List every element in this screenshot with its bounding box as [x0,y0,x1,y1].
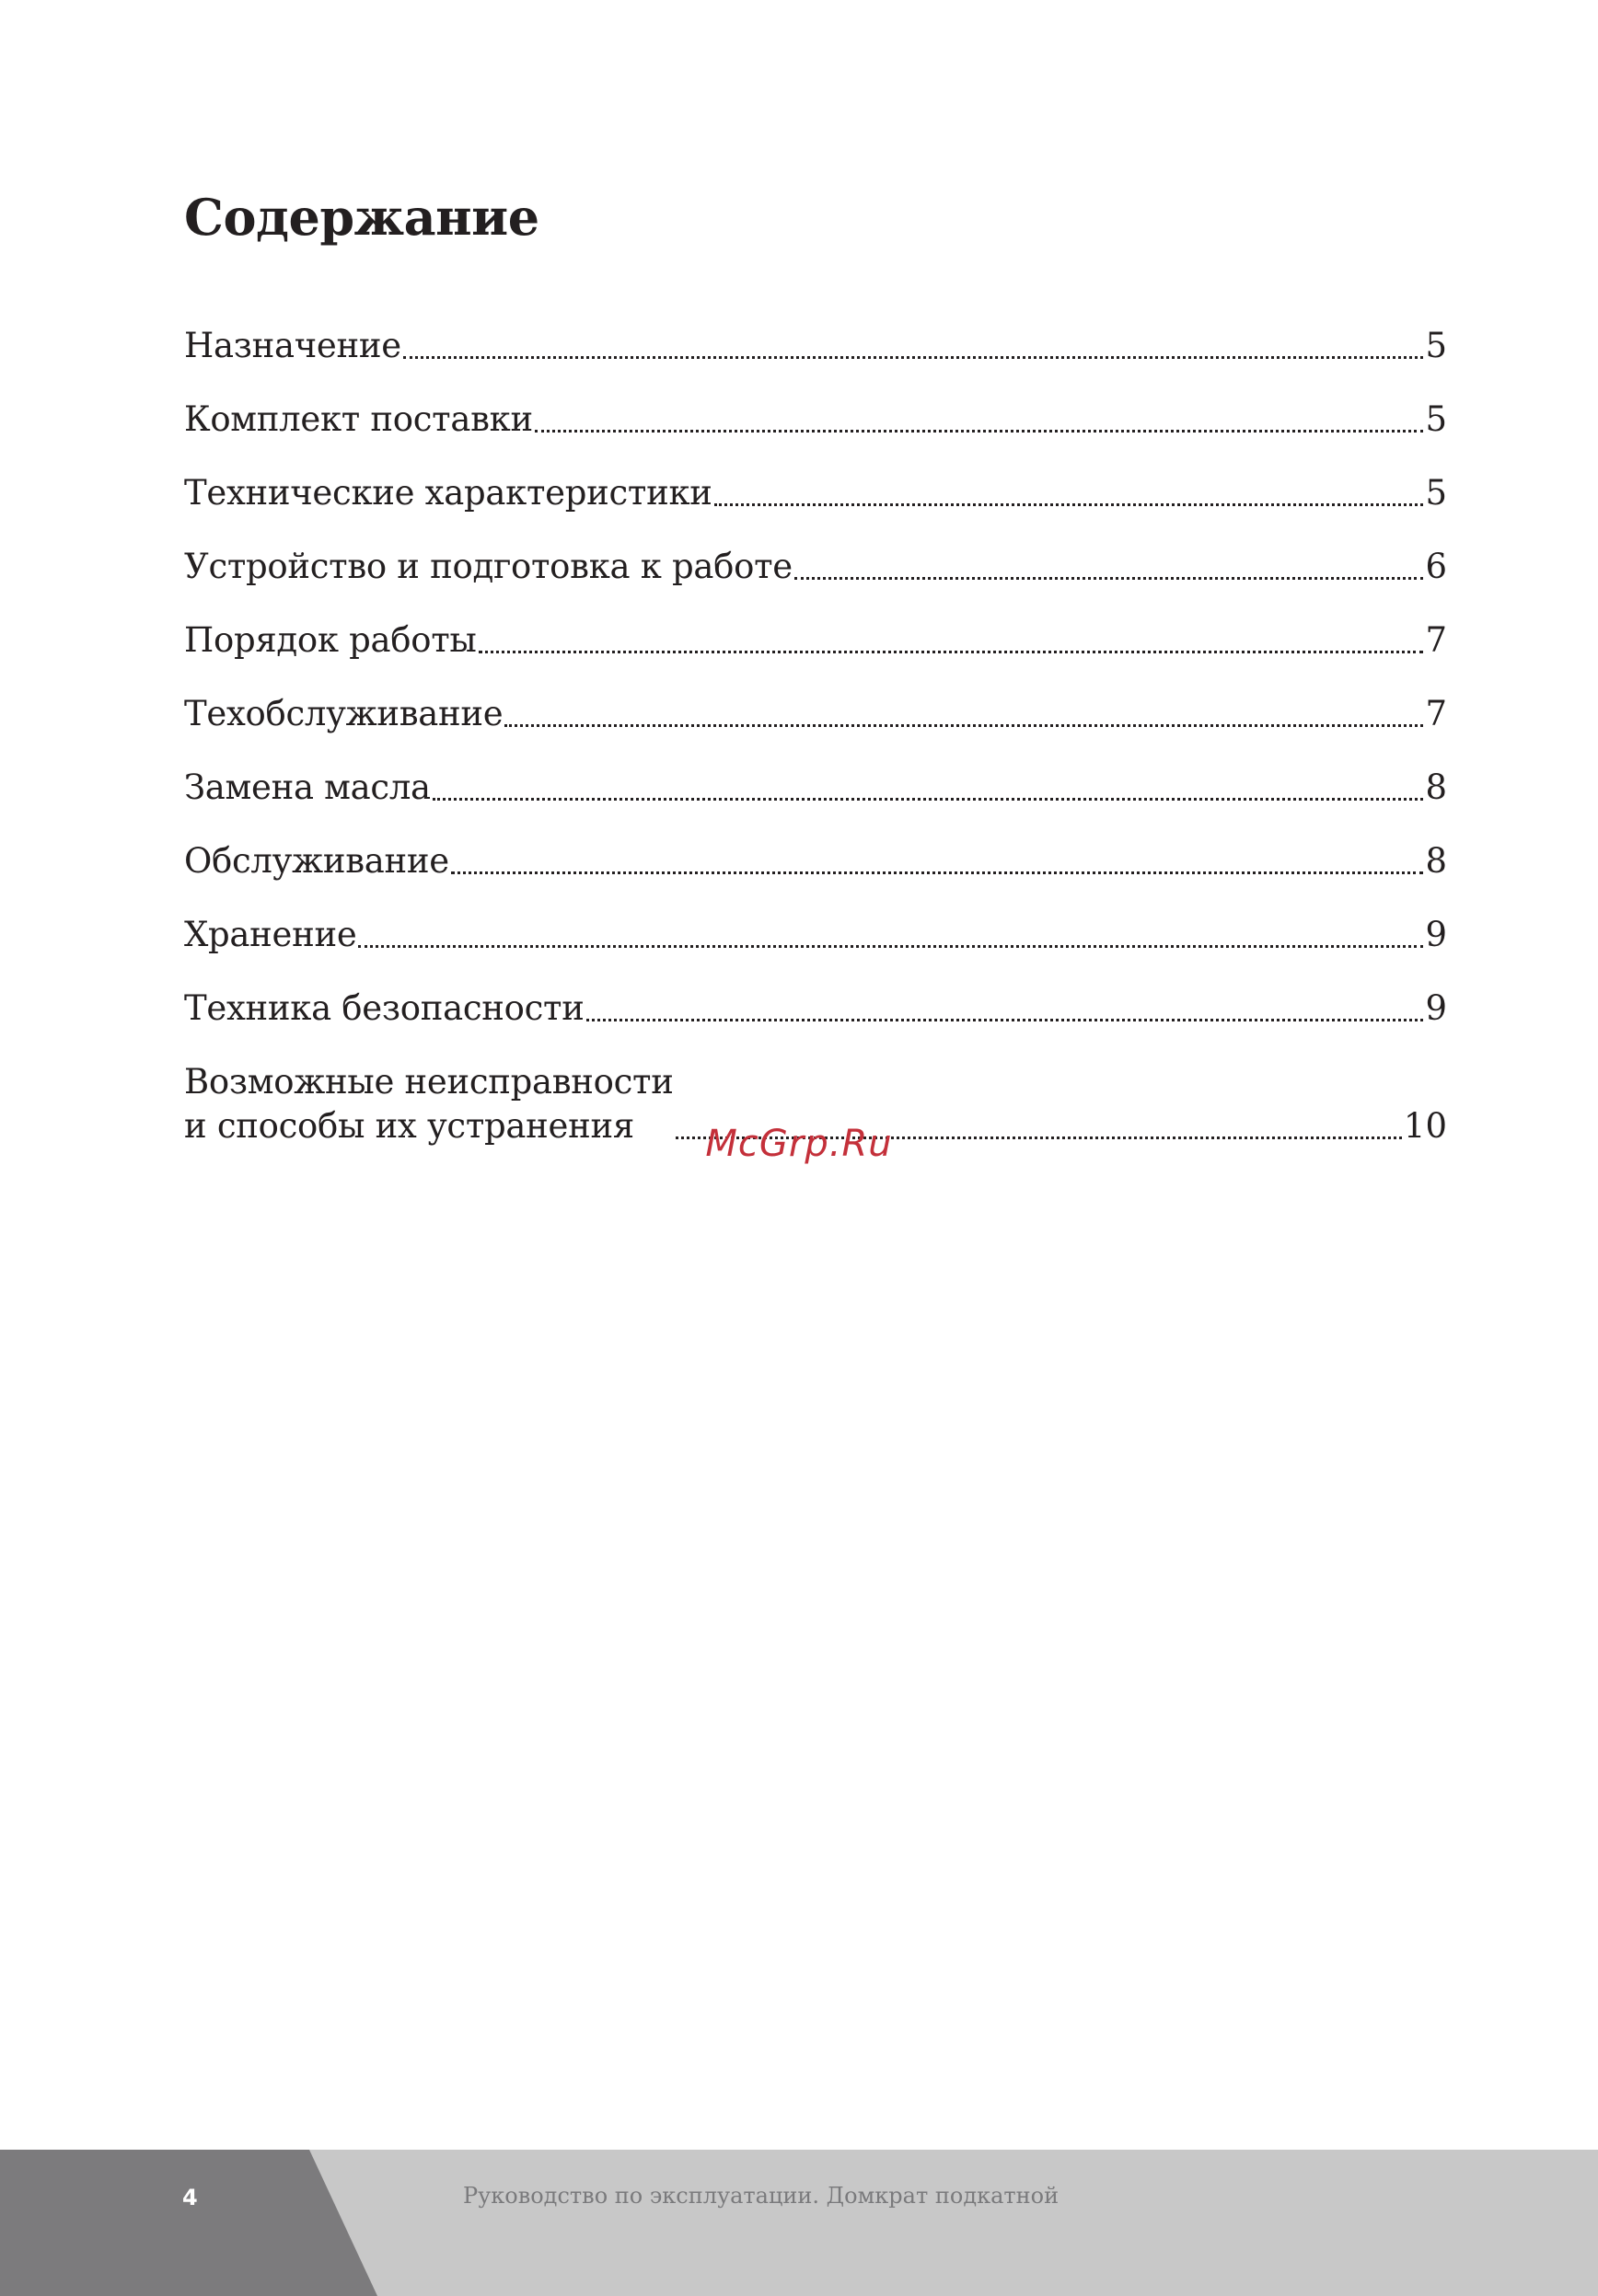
toc-entry-label: Комплект поставки [184,399,533,439]
toc-entry-page: 9 [1425,988,1447,1028]
toc-entry-page: 10 [1403,1106,1447,1146]
toc-entry[interactable] [184,368,1447,442]
toc-entry-label: Порядок работы [184,620,477,660]
page-footer [0,2150,1598,2296]
dot-leader [586,1019,1424,1021]
toc-entry[interactable] [184,957,1447,1031]
toc-entry[interactable] [184,442,1447,515]
dot-leader [714,503,1424,506]
toc-entry-page: 6 [1425,547,1447,586]
toc-entry[interactable] [184,589,1447,663]
dot-leader [451,871,1424,874]
dot-leader [794,577,1424,580]
table-of-contents [184,294,1447,1148]
page-title: Содержание [184,188,539,247]
toc-entry[interactable] [184,515,1447,589]
toc-entry-label: Замена масла [184,767,431,807]
toc-entry-page: 8 [1425,841,1447,881]
toc-entry-label-line2: и способы их устранения [184,1106,634,1146]
toc-entry-label: Устройство и подготовка к работе [184,547,793,586]
toc-entry[interactable] [184,883,1447,957]
toc-entry-label-line1: Возможные неисправности [184,1062,674,1102]
toc-entry[interactable] [184,810,1447,883]
toc-entry-label: Техобслуживание [184,694,504,733]
toc-entry-page: 5 [1425,473,1447,513]
toc-entry[interactable] [184,736,1447,810]
toc-entry-label: Назначение [184,326,401,365]
toc-entry-page: 7 [1425,694,1447,733]
toc-entry-page: 8 [1425,767,1447,807]
toc-entry-label: Хранение [184,915,357,954]
toc-entry-label: Обслуживание [184,841,449,881]
watermark: McGrp.Ru [705,1123,893,1165]
dot-leader [535,430,1424,433]
dot-leader [479,651,1424,653]
toc-entry-label: Технические характеристики [184,473,712,513]
footer-document-title: Руководство по эксплуатации. Домкрат подкатной [463,2183,1060,2209]
toc-entry-page: 7 [1425,620,1447,660]
toc-entry-page: 5 [1425,326,1447,365]
toc-entry[interactable] [184,294,1447,368]
dot-leader [358,945,1423,948]
toc-entry[interactable] [184,663,1447,736]
dot-leader [433,798,1424,801]
toc-entry-page: 9 [1425,915,1447,954]
page-number: 4 [182,2185,198,2210]
dot-leader [504,724,1423,727]
toc-entry-label: Техника безопасности [184,988,585,1028]
footer-band [0,2150,1598,2296]
toc-entry-page: 5 [1425,399,1447,439]
dot-leader [403,356,1424,359]
